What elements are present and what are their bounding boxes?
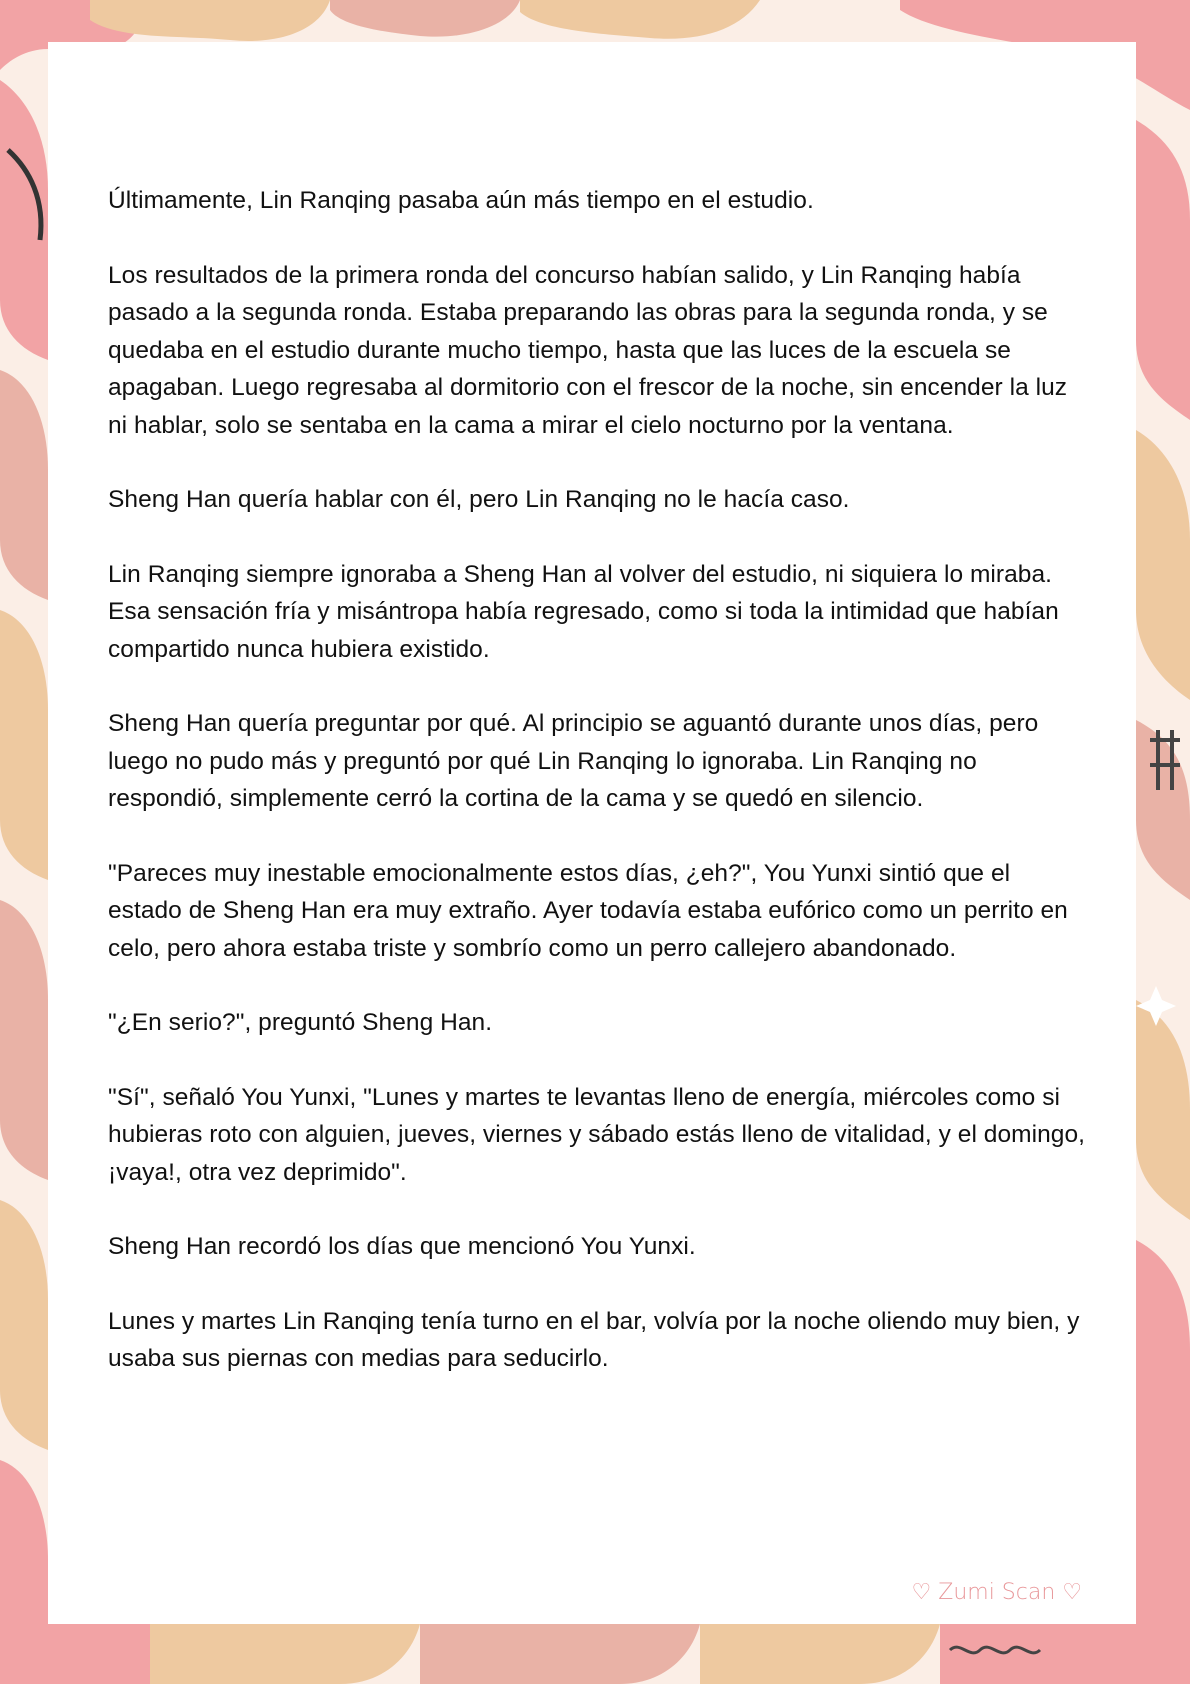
paragraph: "¿En serio?", preguntó Sheng Han.: [108, 1009, 493, 1036]
paragraph: Sheng Han quería preguntar por qué. Al principio se aguantó durante unos días, pero luego no pudo más y preguntó por qué Lin Ranqing lo ignoraba. Lin Ranqing no respondió, simplemente cerró la cortina de la cama y se quedó en silencio.: [108, 710, 1039, 812]
paragraph: "Sí", señaló You Yunxi, "Lunes y martes te levantas lleno de energía, miércoles como si hubieras roto con alguien, jueves, viernes y sábado estás lleno de vitalidad, y el domingo, ¡vaya!, otra vez deprimido".: [108, 1083, 1085, 1186]
paragraph: Sheng Han quería hablar con él, pero Lin Ranqing no le hacía caso.: [108, 486, 850, 513]
paragraph: Los resultados de la primera ronda del concurso habían salido, y Lin Ranqing había pasado a la segunda ronda. Estaba preparando las obras para la segunda ronda, y se quedaba en el estudio durante mucho tiempo, hasta que las luces de la escuela se apagaban. Luego regresaba al dormitorio con el frescor de la noche, sin encender la luz ni hablar, solo se sentaba en la cama a mirar el cielo nocturno por la ventana.: [108, 261, 1068, 439]
paragraph: "Pareces muy inestable emocionalmente estos días, ¿eh?", You Yunxi sintió que el estado de Sheng Han era muy extraño. Ayer todavía estaba eufórico como un perrito en celo, pero ahora estaba triste y sombrío como un perro callejero abandonado.: [108, 859, 1068, 962]
scanlation-signature: ♡ Zumi Scan ♡: [911, 1580, 1082, 1605]
document-body: [108, 182, 1088, 1415]
paragraph: Sheng Han recordó los días que mencionó You Yunxi.: [108, 1233, 696, 1260]
paragraph: Lin Ranqing siempre ignoraba a Sheng Han al volver del estudio, ni siquiera lo miraba. Esa sensación fría y misántropa había regresado, como si toda la intimidad que habían compartido nunca hubiera existido.: [108, 560, 1059, 663]
paragraph: Lunes y martes Lin Ranqing tenía turno en el bar, volvía por la noche oliendo muy bien, y usaba sus piernas con medias para seducirlo.: [108, 1307, 1080, 1372]
paragraph: Últimamente, Lin Ranqing pasaba aún más tiempo en el estudio.: [108, 187, 814, 214]
